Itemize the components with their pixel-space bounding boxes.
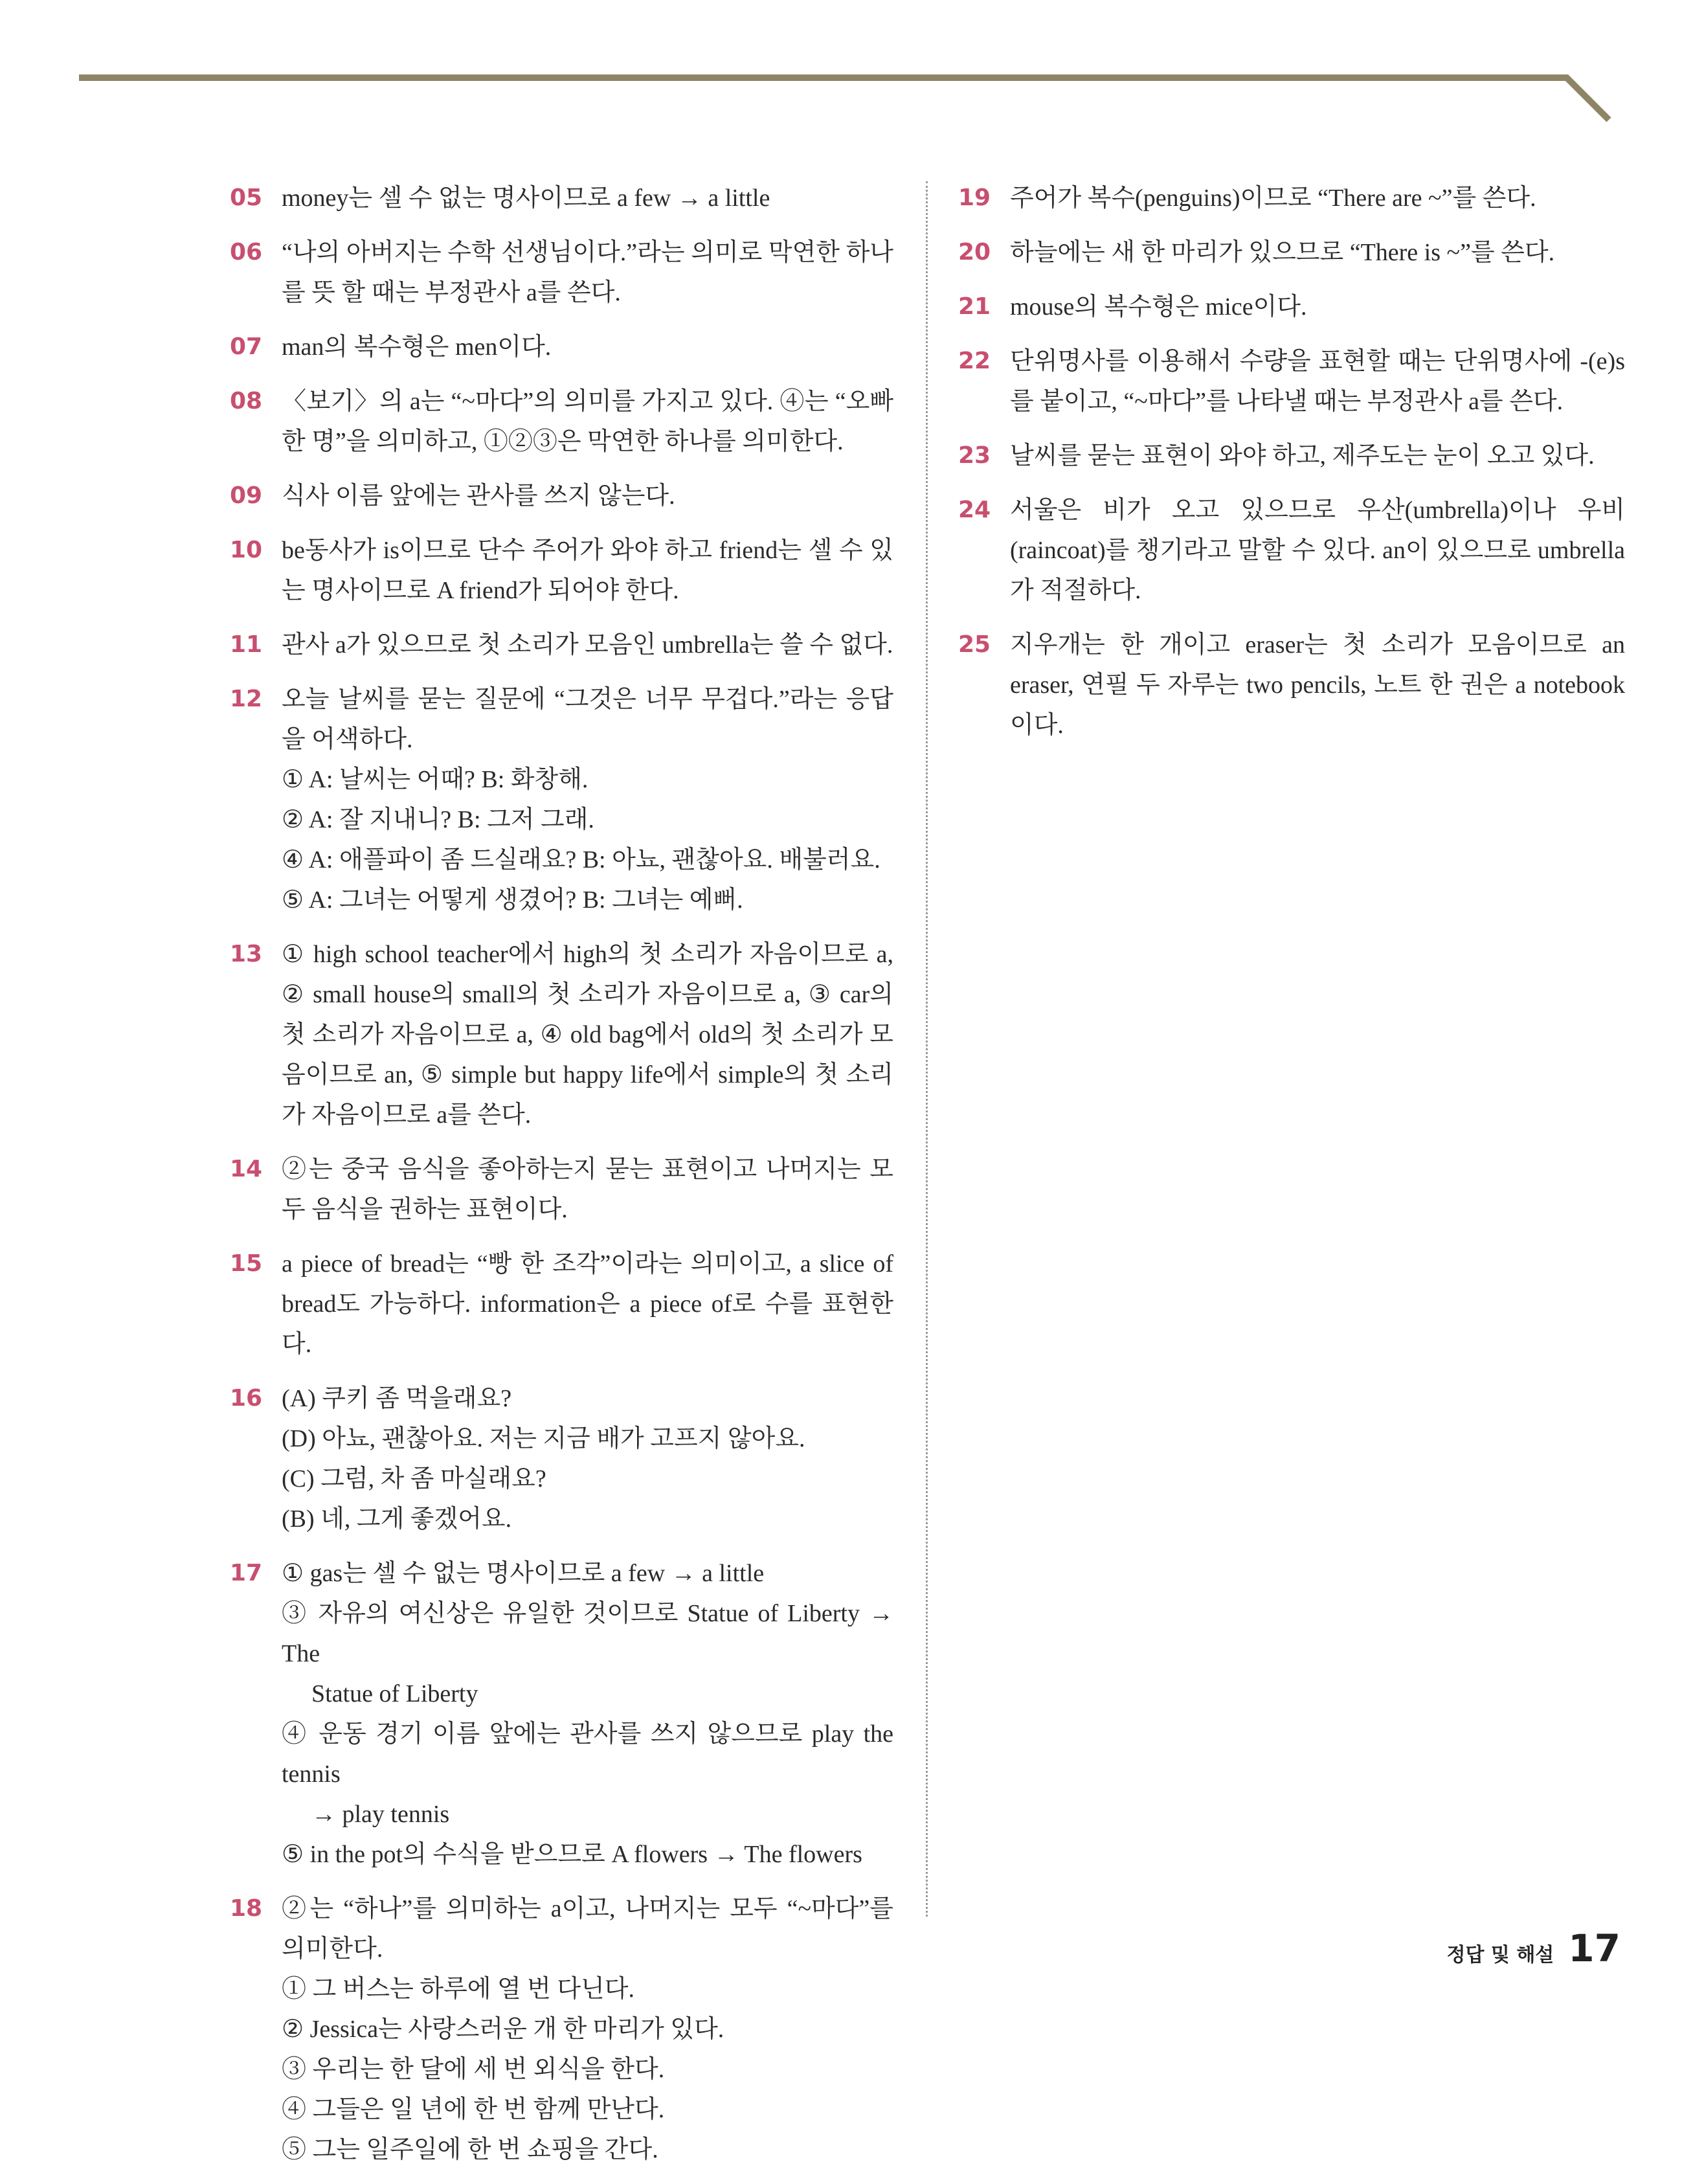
explanation-line: (C) 그럼, 차 좀 마실래요? xyxy=(282,1465,546,1492)
answer-item-15 xyxy=(230,1244,893,1364)
explanation-line: 서울은 비가 오고 있으므로 우산(umbrella)이나 우비(raincoat)를 챙기라고 말할 수 있다. an이 있으므로 umbrella가 적절하다. xyxy=(1010,497,1625,604)
column-divider xyxy=(926,181,928,1917)
answer-number: 14 xyxy=(230,1156,263,1182)
answer-explanation xyxy=(1010,436,1625,476)
answer-explanation xyxy=(282,1244,893,1364)
answer-item-25 xyxy=(958,625,1625,745)
answer-explanation xyxy=(1010,287,1625,327)
explanation-line: ②는 중국 음식을 좋아하는지 묻는 표현이고 나머지는 모두 음식을 권하는 표현이다. xyxy=(282,1156,893,1223)
explanation-line: (A) 쿠키 좀 먹을래요? xyxy=(282,1385,512,1412)
answer-item-20 xyxy=(958,232,1625,273)
answer-explanation xyxy=(282,1149,893,1230)
answer-number: 23 xyxy=(958,442,991,469)
explanation-line: be동사가 is이므로 단수 주어가 와야 하고 friend는 셀 수 있는 명사이므로 A friend가 되어야 한다. xyxy=(282,537,893,604)
explanation-line: “나의 아버지는 수학 선생님이다.”라는 의미로 막연한 하나를 뜻 할 때는 부정관사 a를 쓴다. xyxy=(282,239,893,306)
answer-number: 22 xyxy=(958,348,991,374)
explanation-line: man의 복수형은 men이다. xyxy=(282,333,552,361)
explanation-line: 식사 이름 앞에는 관사를 쓰지 않는다. xyxy=(282,482,675,510)
answer-item-17 xyxy=(230,1553,893,1874)
explanation-line: 하늘에는 새 한 마리가 있으므로 “There is ~”를 쓴다. xyxy=(1010,239,1555,266)
explanation-line: 〈보기〉의 a는 “~마다”의 의미를 가지고 있다. ④는 “오빠 한 명”을 의미하고, ①②③은 막연한 하나를 의미한다. xyxy=(282,388,893,455)
explanation-line: money는 셀 수 없는 명사이므로 a few → a little xyxy=(282,185,770,212)
answer-item-22 xyxy=(958,341,1625,422)
answer-item-14 xyxy=(230,1149,893,1230)
answer-number: 21 xyxy=(958,293,991,320)
answer-explanation xyxy=(282,476,893,516)
explanation-line: 날씨를 묻는 표현이 와야 하고, 제주도는 눈이 오고 있다. xyxy=(1010,442,1595,469)
explanation-line: ① high school teacher에서 high의 첫 소리가 자음이므로 a, ② small house의 small의 첫 소리가 자음이므로 a, ③ car의 첫 소리가 자음이므로 a, ④ old bag에서 old의 첫 소리가 모음이므로 an, ⑤ simple but happy life에서 simple의 첫 소리가 자음이므로 a를 쓴다. xyxy=(282,941,893,1129)
explanation-line: a piece of bread는 “빵 한 조각”이라는 의미이고, a slice of bread도 가능하다. information은 a piece of로 수를 표현한다. xyxy=(282,1250,893,1358)
answer-explanation xyxy=(282,1553,893,1874)
answer-explanation xyxy=(1010,490,1625,611)
answer-number: 16 xyxy=(230,1385,263,1412)
answer-number: 12 xyxy=(230,686,263,712)
answer-number: 18 xyxy=(230,1895,263,1922)
explanation-line: ① 그 버스는 하루에 열 번 다닌다. xyxy=(282,1976,634,2003)
answer-explanation xyxy=(282,625,893,665)
answer-item-09 xyxy=(230,476,893,516)
answer-number: 19 xyxy=(958,185,991,211)
explanation-line: ⑤ 그는 일주일에 한 번 쇼핑을 간다. xyxy=(282,2136,658,2163)
header-rule xyxy=(0,0,1682,129)
answer-item-11 xyxy=(230,625,893,665)
explanation-line: Statue of Liberty xyxy=(311,1680,478,1707)
page-footer xyxy=(1446,1926,1620,1970)
answer-number: 13 xyxy=(230,941,263,967)
answer-column-left xyxy=(230,178,893,2184)
answer-item-08 xyxy=(230,381,893,462)
answer-explanation xyxy=(1010,232,1625,273)
answer-explanation xyxy=(282,232,893,313)
answer-number: 24 xyxy=(958,497,991,523)
explanation-line: 주어가 복수(penguins)이므로 “There are ~”를 쓴다. xyxy=(1010,185,1536,212)
explanation-line: ④ 그들은 일 년에 한 번 함께 만난다. xyxy=(282,2096,665,2123)
answer-item-19 xyxy=(958,178,1625,218)
page-number: 17 xyxy=(1568,1926,1620,1970)
explanation-line: 오늘 날씨를 묻는 질문에 “그것은 너무 무겁다.”라는 응답을 어색하다. xyxy=(282,686,893,753)
answer-item-23 xyxy=(958,436,1625,476)
answer-item-10 xyxy=(230,530,893,611)
explanation-line: mouse의 복수형은 mice이다. xyxy=(1010,293,1307,321)
answer-explanation xyxy=(1010,625,1625,745)
answer-explanation xyxy=(282,327,893,367)
explanation-line: ① gas는 셀 수 없는 명사이므로 a few → a little xyxy=(282,1560,765,1587)
explanation-line: 지우개는 한 개이고 eraser는 첫 소리가 모음이므로 an eraser, 연필 두 자루는 two pencils, 노트 한 권은 a notebook이다. xyxy=(1010,631,1625,739)
explanation-line: ②는 “하나”를 의미하는 a이고, 나머지는 모두 “~마다”를 의미한다. xyxy=(282,1895,893,1963)
explanation-line: 단위명사를 이용해서 수량을 표현할 때는 단위명사에 -(e)s 를 붙이고, “~마다”를 나타낼 때는 부정관사 a를 쓴다. xyxy=(1010,348,1625,415)
explanation-line: (B) 네, 그게 좋겠어요. xyxy=(282,1505,512,1533)
explanation-line: ② Jessica는 사랑스러운 개 한 마리가 있다. xyxy=(282,2016,724,2043)
answer-explanation xyxy=(282,1889,893,2170)
answer-explanation xyxy=(282,530,893,611)
answer-number: 17 xyxy=(230,1560,263,1586)
answer-number: 25 xyxy=(958,631,991,658)
explanation-line: ⑤ A: 그녀는 어떻게 생겼어? B: 그녀는 예뻐. xyxy=(282,886,743,914)
answer-number: 07 xyxy=(230,333,263,360)
answer-item-21 xyxy=(958,287,1625,327)
answer-item-07 xyxy=(230,327,893,367)
answer-number: 05 xyxy=(230,185,263,211)
answer-item-13 xyxy=(230,934,893,1135)
explanation-line: ① A: 날씨는 어때? B: 화창해. xyxy=(282,766,589,793)
answer-number: 08 xyxy=(230,388,263,414)
answer-item-18 xyxy=(230,1889,893,2170)
footer-label: 정답 및 해설 xyxy=(1446,1944,1554,1966)
answer-explanation xyxy=(1010,178,1625,218)
explanation-line: ⑤ in the pot의 수식을 받으므로 A flowers → The flowers xyxy=(282,1841,862,1868)
answer-number: 10 xyxy=(230,537,263,563)
explanation-line: ③ 우리는 한 달에 세 번 외식을 한다. xyxy=(282,2056,665,2083)
explanation-line: ② A: 잘 지내니? B: 그저 그래. xyxy=(282,806,594,833)
answer-explanation xyxy=(282,178,893,218)
answer-item-05 xyxy=(230,178,893,218)
answer-item-12 xyxy=(230,679,893,920)
answer-item-06 xyxy=(230,232,893,313)
answer-number: 15 xyxy=(230,1250,263,1277)
answer-column-right xyxy=(958,178,1625,760)
answer-number: 06 xyxy=(230,239,263,265)
explanation-line: → play tennis xyxy=(311,1801,450,1828)
answer-number: 09 xyxy=(230,482,263,509)
answer-explanation xyxy=(282,381,893,462)
answer-explanation xyxy=(1010,341,1625,422)
answer-number: 11 xyxy=(230,631,263,658)
answer-number: 20 xyxy=(958,239,991,265)
explanation-line: (D) 아뇨, 괜찮아요. 저는 지금 배가 고프지 않아요. xyxy=(282,1425,805,1452)
answer-item-16 xyxy=(230,1379,893,1539)
explanation-line: ③ 자유의 여신상은 유일한 것이므로 Statue of Liberty → The xyxy=(282,1600,893,1667)
answer-explanation xyxy=(282,679,893,920)
explanation-line: ④ A: 애플파이 좀 드실래요? B: 아뇨, 괜찮아요. 배불러요. xyxy=(282,846,880,873)
explanation-line: 관사 a가 있으므로 첫 소리가 모음인 umbrella는 쓸 수 없다. xyxy=(282,631,893,659)
explanation-line: ④ 운동 경기 이름 앞에는 관사를 쓰지 않으므로 play the tennis xyxy=(282,1720,893,1788)
answer-explanation xyxy=(282,1379,893,1539)
answer-explanation xyxy=(282,934,893,1135)
answer-item-24 xyxy=(958,490,1625,611)
